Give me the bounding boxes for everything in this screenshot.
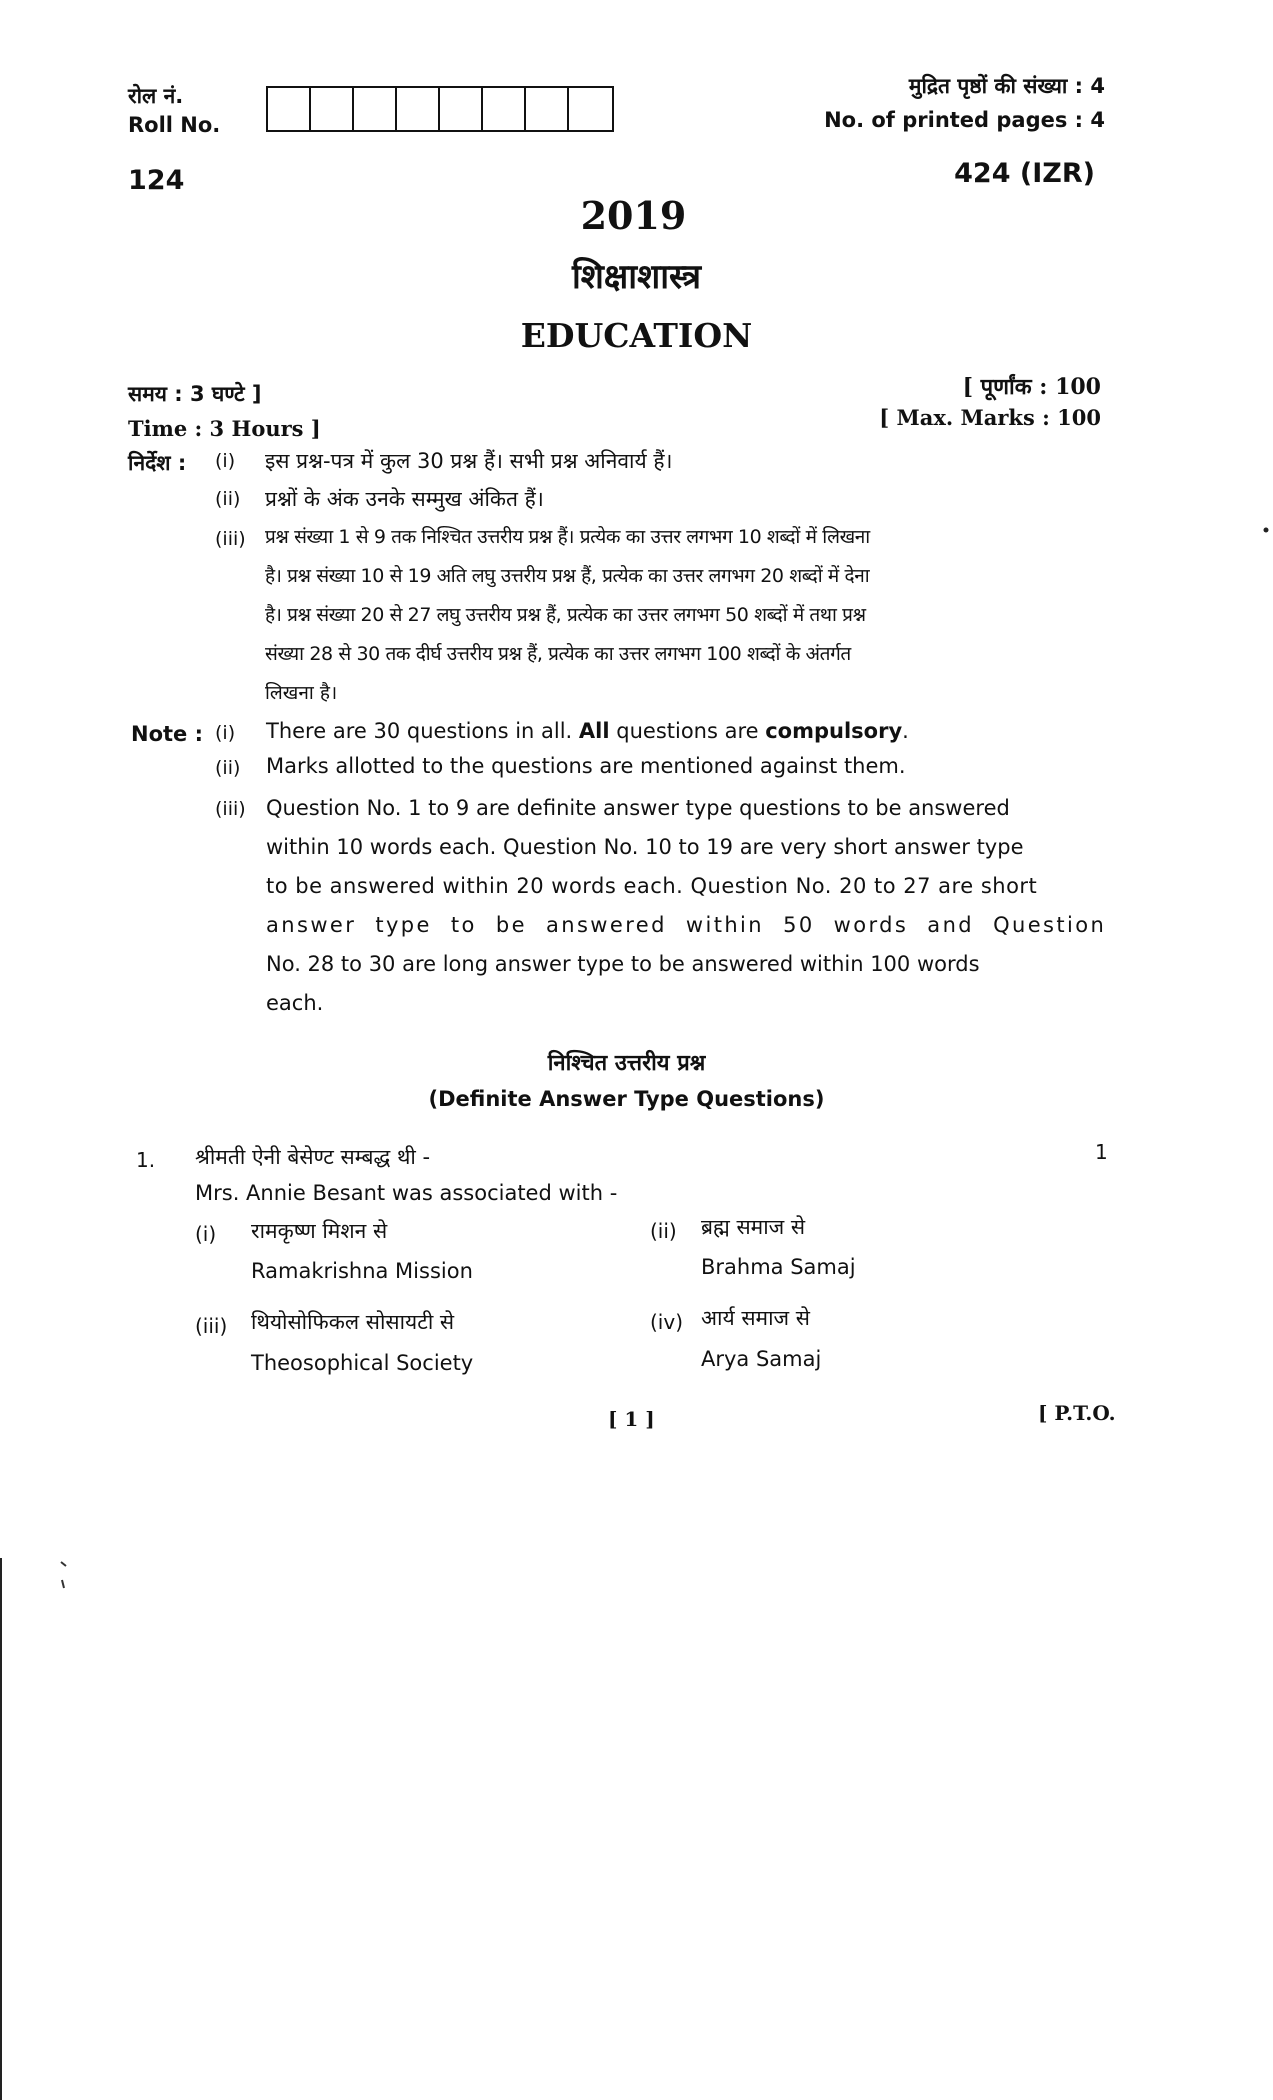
option-num: (i) <box>195 1222 217 1246</box>
paragraph-line: to be answered within 20 words each. Question No. 20 to 27 are short <box>266 874 1038 898</box>
scan-speck <box>1262 522 1270 538</box>
instruction-hi-num: (i) <box>215 450 236 472</box>
note-label: Note : <box>131 722 203 746</box>
roll-number-box <box>354 88 397 130</box>
note-num: (i) <box>215 722 236 744</box>
max-marks-hindi: [ पूर्णांक : 100 <box>962 374 1101 400</box>
option-num: (iii) <box>195 1314 228 1338</box>
option-num: (ii) <box>650 1219 677 1243</box>
paragraph-line: है। प्रश्न संख्या 20 से 27 लघु उत्तरीय प्रश्न हैं, प्रत्येक का उत्तर लगभग 50 शब्दों में तथा प्रश्न <box>265 604 866 626</box>
instruction-hi-text: प्रश्नों के अंक उनके सम्मुख अंकित हैं। <box>265 487 544 511</box>
instruction-hi-text: इस प्रश्न-पत्र में कुल 30 प्रश्न हैं। सभी प्रश्न अनिवार्य हैं। <box>265 449 673 473</box>
paper-code: 424 (IZR) <box>954 158 1095 189</box>
note-paragraph <box>266 789 1116 1023</box>
option-english: Brahma Samaj <box>701 1255 856 1279</box>
time-english: Time : 3 Hours ] <box>128 416 321 441</box>
option-num: (iv) <box>650 1310 683 1334</box>
section-title-hindi: निश्चित उत्तरीय प्रश्न <box>547 1051 706 1076</box>
exam-year: 2019 <box>580 193 687 238</box>
instruction-hi-num: (iii) <box>215 528 246 550</box>
paragraph-line: No. 28 to 30 are long answer type to be answered within 100 words <box>266 952 980 976</box>
scan-speck <box>58 1560 70 1592</box>
printed-pages-hindi: मुद्रित पृष्ठों की संख्या : 4 <box>908 74 1105 98</box>
roll-number-box <box>440 88 483 130</box>
printed-pages-english: No. of printed pages : 4 <box>824 108 1105 132</box>
note-text: There are 30 questions in all. All questions are compulsory. <box>266 719 909 743</box>
instructions-label-hindi: निर्देश : <box>128 451 187 475</box>
question-text-hindi: श्रीमती ऐनी बेसेण्ट सम्बद्ध थी - <box>195 1145 431 1169</box>
option-hindi: आर्य समाज से <box>701 1306 810 1330</box>
question-marks: 1 <box>1095 1140 1108 1164</box>
paragraph-line: संख्या 28 से 30 तक दीर्घ उत्तरीय प्रश्न हैं, प्रत्येक का उत्तर लगभग 100 शब्दों के अंतर्गत <box>265 643 851 665</box>
option-hindi: थियोसोफिकल सोसायटी से <box>251 1310 455 1334</box>
option-english: Ramakrishna Mission <box>251 1259 473 1283</box>
roll-label-hindi: रोल नं. <box>128 84 184 108</box>
option-hindi: ब्रह्म समाज से <box>701 1215 806 1239</box>
paragraph-line: लिखना है। <box>265 682 338 704</box>
roll-number-box <box>397 88 440 130</box>
roll-number-box <box>268 88 311 130</box>
paragraph-line: answer type to be answered within 50 words and Question <box>266 913 1107 937</box>
option-english: Arya Samaj <box>701 1347 822 1371</box>
roll-label-english: Roll No. <box>128 113 221 137</box>
page-number: [ 1 ] <box>608 1407 655 1431</box>
note-num: (iii) <box>215 798 246 820</box>
note-num: (ii) <box>215 757 241 779</box>
paragraph-line: है। प्रश्न संख्या 10 से 19 अति लघु उत्तरीय प्रश्न हैं, प्रत्येक का उत्तर लगभग 20 शब्दों में देना <box>265 565 870 587</box>
note-text: Marks allotted to the questions are mentioned against them. <box>266 754 906 778</box>
paragraph-line: Question No. 1 to 9 are definite answer type questions to be answered <box>266 796 1010 820</box>
section-title-english: (Definite Answer Type Questions) <box>428 1087 825 1111</box>
roll-number-box <box>311 88 354 130</box>
option-hindi: रामकृष्ण मिशन से <box>251 1219 388 1243</box>
instruction-hi-paragraph <box>265 518 1115 713</box>
scan-edge-line <box>0 1558 2 2100</box>
pto-marker: [ P.T.O. <box>1038 1401 1116 1425</box>
subject-hindi: शिक्षाशास्त्र <box>571 257 702 297</box>
instruction-hi-num: (ii) <box>215 488 241 510</box>
paragraph-line: प्रश्न संख्या 1 से 9 तक निश्चित उत्तरीय प्रश्न हैं। प्रत्येक का उत्तर लगभग 10 शब्दों में लिखना <box>265 526 870 548</box>
roll-number-box <box>569 88 612 130</box>
question-number: 1. <box>136 1148 156 1172</box>
roll-number-box <box>483 88 526 130</box>
paragraph-line: each. <box>266 991 324 1015</box>
paragraph-line: within 10 words each. Question No. 10 to 19 are very short answer type <box>266 835 1024 859</box>
option-english: Theosophical Society <box>251 1351 474 1375</box>
time-hindi: समय : 3 घण्टे ] <box>128 382 262 406</box>
left-code: 124 <box>128 165 185 196</box>
max-marks-english: [ Max. Marks : 100 <box>879 405 1101 430</box>
roll-number-boxes <box>266 86 614 132</box>
subject-english: EDUCATION <box>520 316 753 355</box>
roll-number-box <box>526 88 569 130</box>
question-text-english: Mrs. Annie Besant was associated with - <box>195 1181 618 1205</box>
